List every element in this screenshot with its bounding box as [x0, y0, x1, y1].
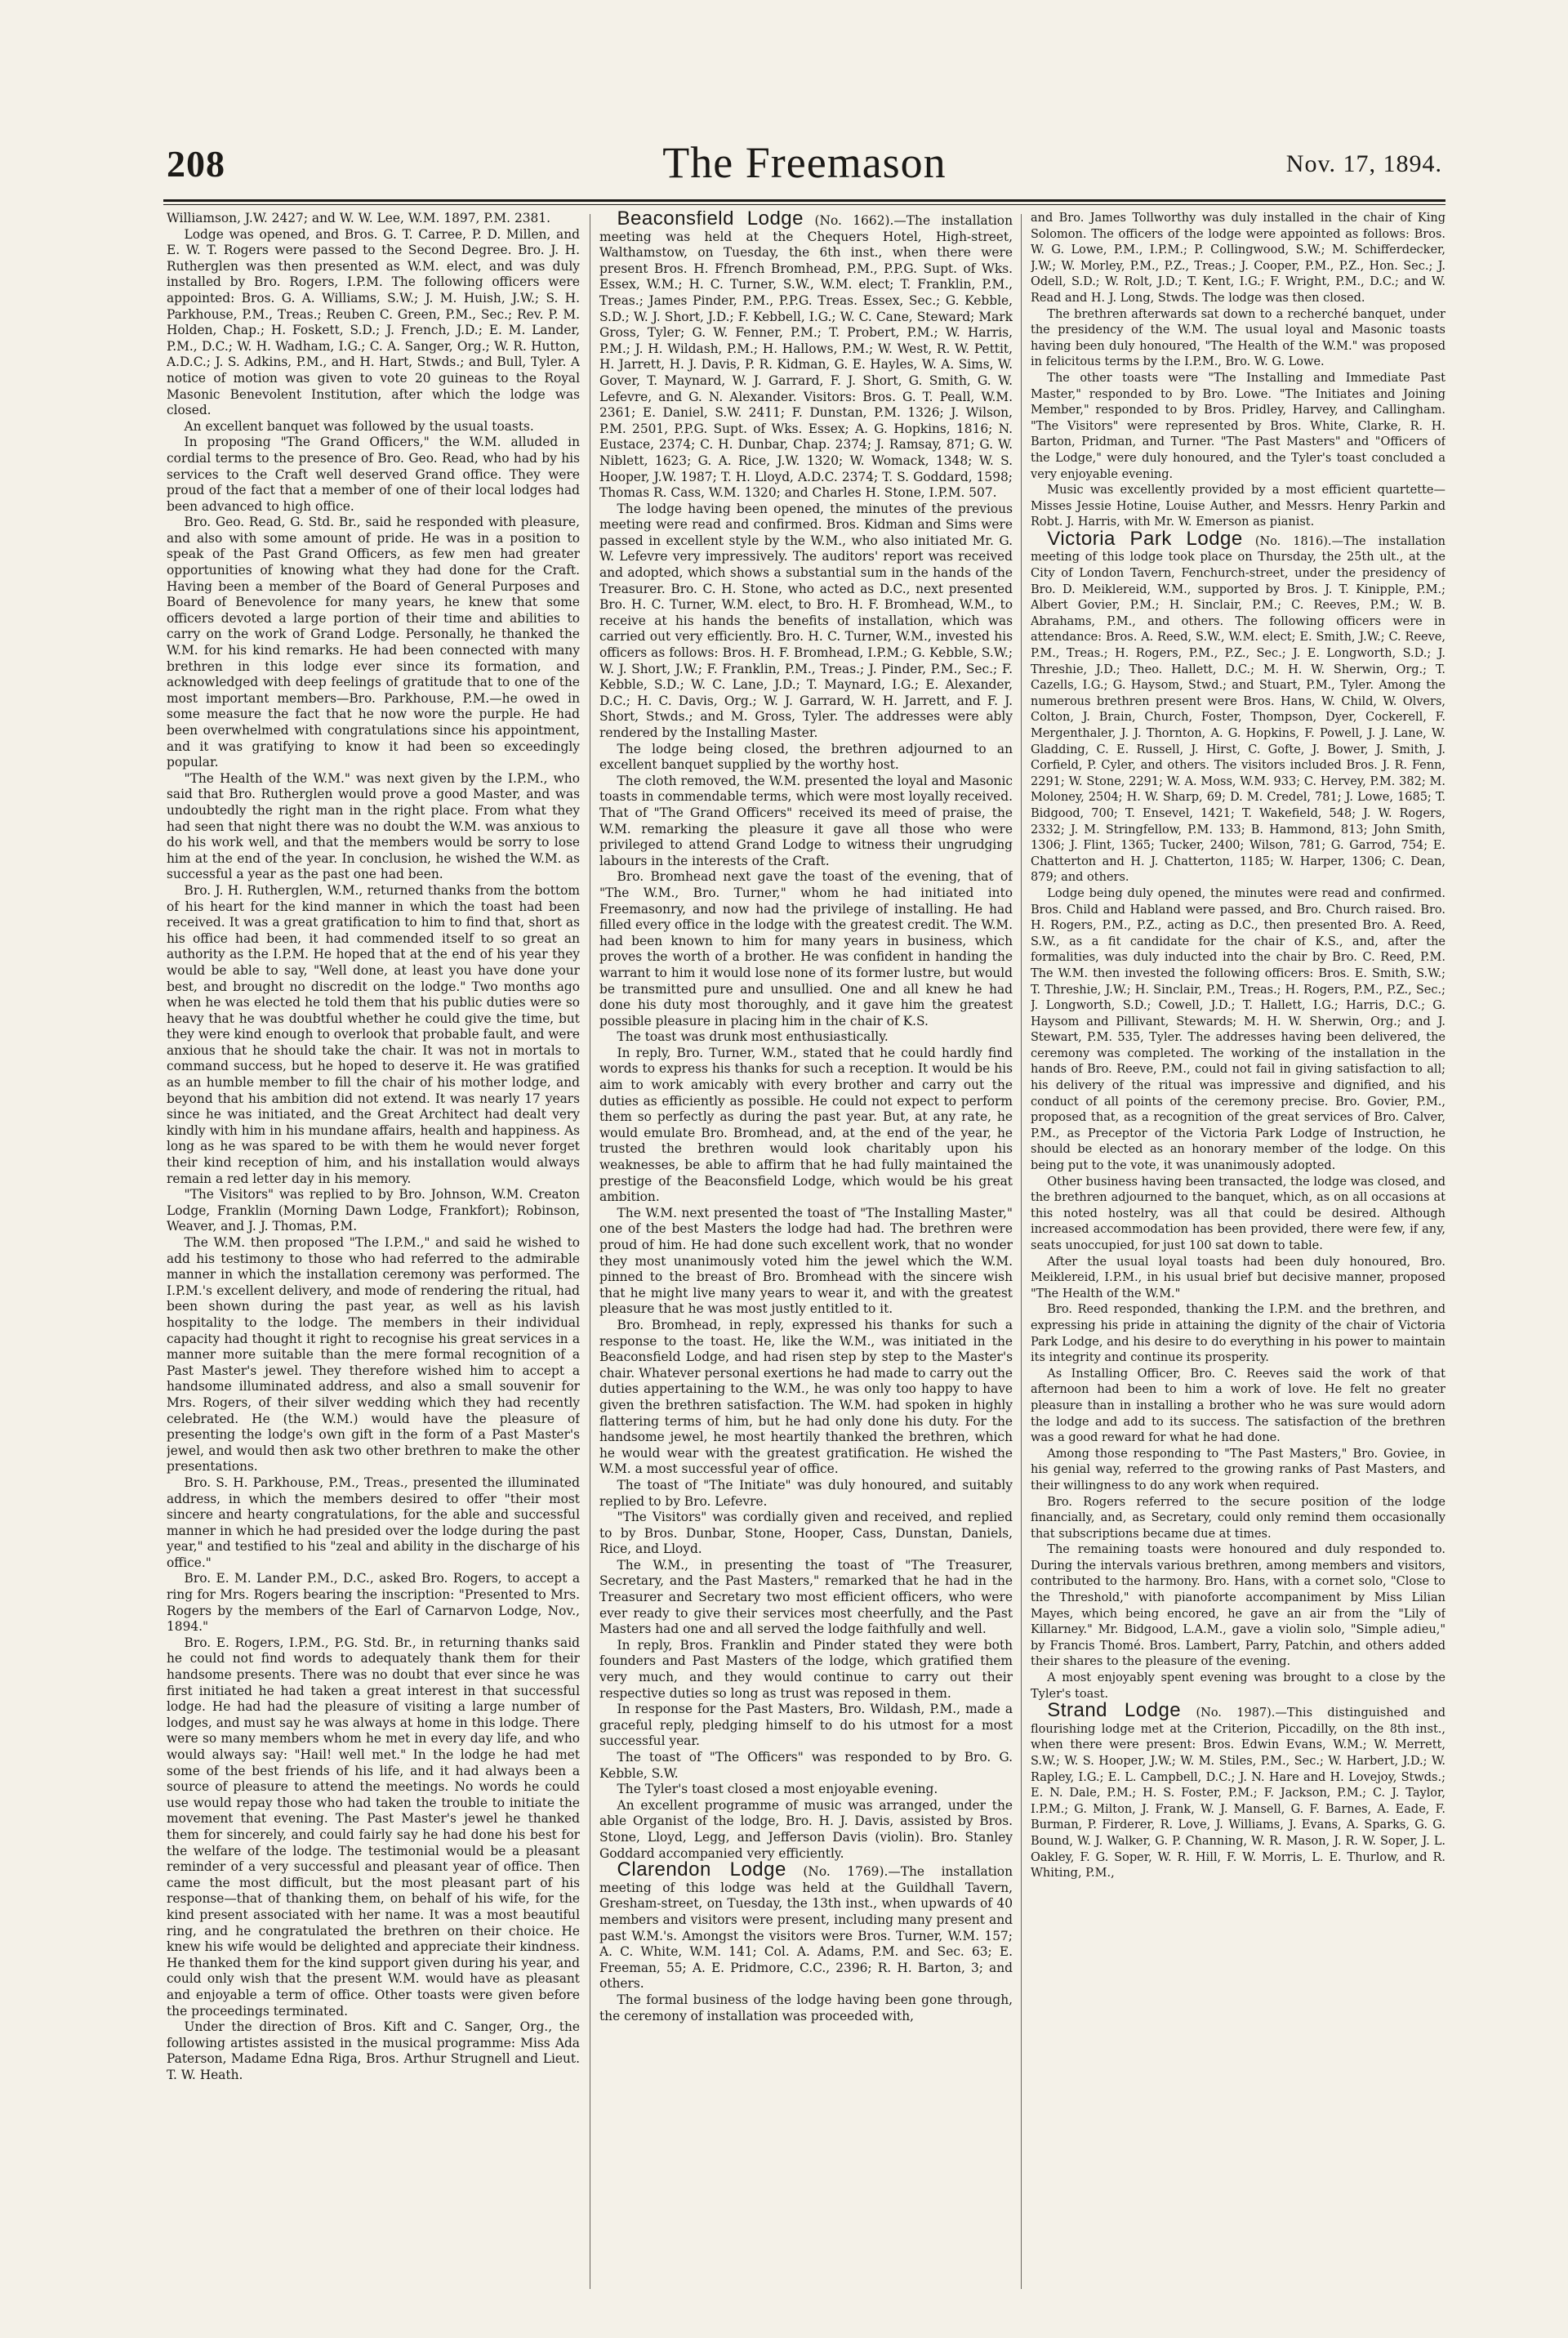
paragraph: Bro. J. H. Rutherglen, W.M., returned thanks from the bottom of his heart for the kind manner in which the toast had been received. It was a great gratification to him to find that, short as his office had been, it had commended itself to so great an authority as the I.P.M. He hoped that at the end of his year they would be able to say, "Well done, at least you have done your best, and brought no discredit on the lodge." Two months ago when he was elected he told them that his public duties were so heavy that he was doubtful whether he could give the time, but they were kind enough to overlook that probable fault, and were anxious that he should take the chair. It was not in mortals to command success, but he hoped to deserve it. He was gratified as an humble member to fill the chair of his mother lodge, and beyond that his ambition did not extend. It was nearly 17 years since he was initiated, and the Great Architect had dealt very kindly with him in his mundane affairs, health and happiness. As long as he was spared to be with them he would never forget their kind reception of him, and his installation would always remain a red letter day in his memory.: [167, 882, 580, 1186]
paragraph: In proposing "The Grand Officers," the W.M. alluded in cordial terms to the presence of Bro. Geo. Read, who had by his services to the Craft well deserved Grand office. They were proud of the fact that a member of one of their local lodges had been advanced to high office.: [167, 435, 580, 514]
paragraph: Music was excellently provided by a most efficient quartette—Misses Jessie Hotine, Louise Auther, and Messrs. Henry Parkin and Robt. J. Harris, with Mr. W. Emerson as pianist.: [1031, 484, 1446, 529]
paragraph: An excellent banquet was followed by the usual toasts.: [184, 418, 534, 434]
paragraph: A most enjoyably spent evening was brought to a close by the Tyler's toast.: [1031, 1671, 1446, 1701]
publication-title: The Freemason: [662, 138, 947, 187]
paragraph: Under the direction of Bros. Kift and C. Sanger, Org., the following artistes assisted in the musical programme: Miss Ada Paterson, Madame Edna Riga, Bros. Arthur Strugnell and Lieut. T. W. Heath.: [167, 2019, 580, 2082]
paragraph: The formal business of the lodge having been gone through, the ceremony of installation was proceeded with,: [599, 1992, 1013, 2023]
lodge-lead-text: —The installation meeting of this lodge was held at the Guildhall Tavern, Gresham-street, on Tuesday, the 13th inst., when upwards of 40 members and visitors were present, including many present and past W.M.'s. Amongst the visitors were Bros. Turner, W.M. 157; A. C. White, W.M. 141; Col. A. Adams, P.M. and Sec. 63; E. Freeman, 55; A. E. Pridmore, C.C., 2396; R. H. Barton, 3; and others.: [599, 1864, 1013, 1992]
lodge-report-lead: [599, 211, 1013, 502]
paragraph: The W.M. next presented the toast of "The Installing Master," one of the best Masters the lodge had had. The brethren were proud of him. He had done such excellent work, that no wonder they most unanimously voted him the jewel which the W.M. pinned to the breast of Bro. Bromhead with the sincere wish that he might live many years to wear it, and with the greatest pleasure that he was most justly entitled to it.: [599, 1205, 1013, 1317]
paragraph: Bro. Geo. Read, G. Std. Br., said he responded with pleasure, and also with some amount of pride. He was in a position to speak of the Past Grand Officers, as few men had greater opportunities of knowing what they had done for the Craft. Having been a member of the Board of General Purposes and Board of Benevolence for many years, he knew that some officers devoted a large portion of their time and abilities to carry on the work of Grand Lodge. Personally, he thanked the W.M. for his kind remarks. He had been connected with many brethren in this lodge ever since its formation, and acknowledged with deep feelings of gratitude that to one of the most important members—Bro. Parkhouse, P.M.—he owed in some measure the fact that he now wore the purple. He had been overwhelmed with congratulations since his appointment, and it was gratifying to know it had been so exceedingly popular.: [167, 515, 580, 770]
column-divider: [1021, 214, 1022, 2289]
masthead: [163, 132, 1446, 198]
paragraph: The toast was drunk most enthusiastically.: [617, 1029, 889, 1045]
paragraph: Among those responding to "The Past Masters," Bro. Goviee, in his genial way, referred to the growing ranks of Past Masters, and their willingness to do any work when required.: [1031, 1447, 1446, 1492]
lodge-number: (No. 1987).: [1196, 1707, 1276, 1720]
paragraph: The cloth removed, the W.M. presented the loyal and Masonic toasts in commendable terms, which were most loyally received. That of "The Grand Officers" received its meed of praise, the W.M. remarking the pleasure it gave all those who were privileged to attend Grand Lodge to witness their ungrudging labours in the interests of the Craft.: [599, 773, 1013, 868]
paragraph: Bro. E. Rogers, I.P.M., P.G. Std. Br., in returning thanks said he could not find words to adequately thank them for their handsome presents. There was no doubt that ever since he was first initiated he had taken a great interest in that successful lodge. He had had the pleasure of visiting a large number of lodges, and must say he was always at home in this lodge. There were so many members whom he met in every day life, and who would always say: "Hail! well met." In the lodge he had met some of the best friends of his life, and it had always been a source of pleasure to attend the meetings. No words he could use would repay those who had taken the trouble to initiate the movement that evening. The Past Master's jewel he thanked them for sincerely, and could fairly say he had done his best for the welfare of the lodge. The testimonial would be a pleasant reminder of a very successful and pleasant year of office. Then came the most difficult, but the most pleasant part of his response—that of thanking them, on behalf of his wife, for the kind present associated with her name. It was a most beautiful ring, and he congratulated the brethren on their choice. He knew his wife would be delighted and appreciate their kindness. He thanked them for the kind support given during his year, and could only wish that the present W.M. would have as pleasant and enjoyable a term of office. Other toasts were given before the proceedings terminated.: [167, 1635, 580, 2019]
paragraph: The W.M. then proposed "The I.P.M.," and said he wished to add his testimony to those who had referred to the admirable manner in which the installation ceremony was performed. The I.P.M.'s excellent delivery, and mode of rendering the ritual, had been shown during the past year, as well as his lavish hospitality to the lodge. The members in their individual capacity had thought it right to recognise his great services in a manner more suitable than the mere formal recognition of a Past Master's jewel. They therefore wished him to accept a handsome illuminated address, and also a small souvenir for Mrs. Rogers, of their silver wedding which they had recently celebrated. He (the W.M.) would have the pleasure of presenting the lodge's own gift in the form of a Past Master's jewel, and would then ask two other brethren to make the other presentations.: [167, 1235, 580, 1475]
paragraph: Bro. Reed responded, thanking the I.P.M. and the brethren, and expressing his pride in attaining the dignity of the chair of Victoria Park Lodge, and his desire to do everything in his power to maintain its integrity and continue its prosperity.: [1031, 1303, 1446, 1365]
paragraph: Bro. Rogers referred to the secure position of the lodge financially, and, as Secretary, could only remind them occasionally that subscriptions became due at times.: [1031, 1495, 1446, 1541]
paragraph: "The Visitors" was replied to by Bro. Johnson, W.M. Creaton Lodge, Franklin (Morning Dawn Lodge, Frankfort); Robinson, Weaver, and J. J. Thomas, P.M.: [167, 1187, 580, 1234]
lodge-lead-text: —The installation meeting of this lodge took place on Thursday, the 25th ult., at the City of London Tavern, Fenchurch-street, under the presidency of Bro. D. Meiklereid, W.M., supported by Bros. J. T. Kinipple, P.M.; Albert Govier, P.M.; H. Sinclair, P.M.; C. Reeves, P.M.; W. B. Abrahams, P.M., and others. The following officers were in attendance: Bros. A. Reed, S.W., W.M. elect; E. Smith, J.W.; C. Reeve, P.M., Treas.; H. Rogers, P.M., P.Z., Sec.; J. E. Longworth, S.D.; J. Threshie, J.D.; Theo. Hallett, D.C.; M. H. W. Sherwin, Org.; T. Cazells, I.G.; G. Haysom, Stwd.; and Stuart, P.M., Tyler. Among the numerous brethren present were Bros. Hans, W. Child, W. Olvers, Colton, J. Brain, Church, Foster, Thompson, Dyer, Cockerell, F. Mergenthaler, J. J. Thornton, A. G. Hopkins, F. Powell, J. J. Lane, W. Gladding, C. E. Russell, J. Hirst, C. Gofte, J. Bower, J. Smith, J. Corfield, P. Cyler, and others. The visitors included Bros. J. R. Fenn, 2291; W. Stone, 2291; W. A. Moss, W.M. 933; C. Hervey, P.M. 382; M. Moloney, 2504; H. W. Sharp, 69; D. M. Credel, 781; J. Lowe, 1685; T. Bidgood, 700; T. Ensevel, 1421; T. Wakefield, 548; J. W. Rogers, 2332; J. M. Stringfellow, P.M. 133; B. Hammond, 813; John Smith, 1306; J. Flint, 1365; Tucker, 2400; Wilson, 781; G. Garrod, 754; E. Chatterton and H. J. Chatterton, 1185; W. Harper, 1306; C. Dean, 879; and others.: [1031, 534, 1446, 885]
lodge-lead-text: —The installation meeting was held at the Chequers Hotel, High-street, Walthamstow, on Tuesday, the 6th inst., when there were present Bros. H. Ffrench Bromhead, P.M., P.P.G. Supt. of Wks. Essex, W.M.; H. C. Turner, S.W., W.M. elect; T. Franklin, P.M., Treas.; James Pinder, P.M., P.P.G. Treas. Essex, Sec.; G. Kebble, S.D.; W. J. Short, J.D.; F. Kebbell, I.G.; W. C. Cane, Steward; Mark Gross, Tyler; G. W. Fenner, P.M.; T. Probert, P.M.; W. Harris, P.M.; J. H. Wildash, P.M.; H. Hallows, P.M.; W. West, R. W. Pettit, H. Jarrett, H. J. Davis, P. R. Kidman, G. E. Hayles, W. A. Sims, W. Gover, T. Maynard, W. J. Garrard, F. J. Short, G. Smith, G. W. Lefevre, and G. N. Alexander. Visitors: Bros. G. T. Peall, W.M. 2361; E. Daniel, S.W. 2411; F. Dunstan, P.M. 1326; J. Wilson, P.M. 2501, P.P.G. Supt. of Wks. Essex; A. G. Hopkins, 1816; N. Eustace, 2374; C. H. Dunbar, Chap. 2374; J. Ramsay, 871; G. W. Niblett, 1623; G. A. Rice, J.W. 1320; W. Womack, 1348; W. S. Hooper, J.W. 1987; T. H. Lloyd, A.D.C. 2374; T. S. Goddard, 1598; Thomas R. Cass, W.M. 1320; and Charles H. Stone, I.P.M. 507.: [599, 213, 1013, 501]
paragraph: After the usual loyal toasts had been duly honoured, Bro. Meiklereid, I.P.M., in his usual brief but decisive manner, proposed "The Health of the W.M.": [1031, 1255, 1446, 1301]
paragraph: The remaining toasts were honoured and duly responded to. During the intervals various brethren, among members and visitors, contributed to the harmony. Bro. Hans, with a cornet solo, "Close to the Threshold," with pianoforte accompaniment by Miss Lilian Mayes, which being encored, he gave an air from the "Lily of Killarney." Mr. Bidgood, L.A.M., gave a violin solo, "Simple adieu," by Francis Thomé. Bros. Lambert, Parry, Patchin, and others added their shares to the pleasure of the evening.: [1031, 1543, 1446, 1669]
lodge-report-lead: [1031, 1699, 1446, 1882]
lodge-heading: Clarendon Lodge: [617, 1858, 786, 1881]
paragraph: The W.M., in presenting the toast of "The Treasurer, Secretary, and the Past Masters," remarked that he had in the Treasurer and Secretary two most efficient officers, who were ever ready to give their services most cheerfully, and the Past Masters had one and all served the lodge faithfully and well.: [599, 1557, 1013, 1637]
paragraph: and Bro. James Tollworthy was duly installed in the chair of King Solomon. The officers of the lodge were appointed as follows: Bros. W. G. Lowe, P.M., I.P.M.; P. Collingwood, S.W.; M. Schifferdecker, J.W.; W. Morley, P.M., P.Z., Treas.; J. Cooper, P.M., P.Z., Hon. Sec.; J. Odell, S.D.; W. Rolt, J.D.; T. Kent, I.G.; F. Wright, P.M., D.C.; and W. Read and H. J. Long, Stwds. The lodge was then closed.: [1031, 212, 1446, 305]
lodge-number: (No. 1769).: [803, 1864, 889, 1880]
column-2: [599, 211, 1013, 2302]
column-3: [1031, 211, 1446, 2302]
paragraph: In response for the Past Masters, Bro. Wildash, P.M., made a graceful reply, pledging himself to do his utmost for a most successful year.: [599, 1702, 1013, 1749]
paragraph: As Installing Officer, Bro. C. Reeves said the work of that afternoon had been to him a work of love. He felt no greater pleasure than in installing a brother who he was sure would adorn the lodge and add to its success. The satisfaction of the brethren was a good reward for what he had done.: [1031, 1367, 1446, 1445]
paragraph: Williamson, J.W. 2427; and W. W. Lee, W.M. 1897, P.M. 2381.: [167, 211, 551, 225]
paragraph: In reply, Bro. Turner, W.M., stated that he could hardly find words to express his thanks for such a reception. It would be his aim to work amicably with every brother and carry out the duties as efficiently as possible. He could not expect to perform them so perfectly as during the past year. But, at any rate, he would emulate Bro. Bromhead, and, at the end of the year, he trusted the brethren would look charitably upon his weaknesses, be able to affirm that he had fully maintained the prestige of the Beaconsfield Lodge, which would be his great ambition.: [599, 1045, 1013, 1205]
paragraph: "The Health of the W.M." was next given by the I.P.M., who said that Bro. Rutherglen would prove a good Master, and was undoubtedly the right man in the right place. From what they had seen that night there was no doubt the W.M. was anxious to do his work well, and that the members would be sorry to lose him at the end of the year. In conclusion, he wished the W.M. as successful a year as the past one had been.: [167, 770, 580, 882]
lodge-heading: Victoria Park Lodge: [1047, 527, 1243, 550]
paragraph: The other toasts were "The Installing and Immediate Past Master," responded to by Bro. Lowe. "The Initiates and Joining Member," responded to by Bros. Pridley, Harvey, and Callingham. "The Visitors" were represented by Bros. White, Clarke, R. H. Barton, Pridman, and Turner. "The Past Masters" and "Officers of the Lodge," were duly honoured, and the Tyler's toast concluded a very enjoyable evening.: [1031, 371, 1446, 481]
lodge-report-lead: [599, 1858, 1013, 1992]
issue-date: Nov. 17, 1894.: [1285, 150, 1442, 177]
masthead-rule-thin: [163, 204, 1446, 205]
lodge-heading: Strand Lodge: [1047, 1699, 1182, 1722]
paragraph: Bro. Bromhead, in reply, expressed his thanks for such a response to the toast. He, like the W.M., was initiated in the Beaconsfield Lodge, and had risen step by step to the Master's chair. Whatever personal exertions he had made to carry out the duties appertaining to the W.M., he was only too happy to have given the brethren satisfaction. The W.M. had spoken in highly flattering terms of him, but he had only done his duty. For the handsome jewel, he most heartily thanked the brethren, which he would wear with the greatest gratification. He wished the W.M. a most successful year of office.: [599, 1317, 1013, 1477]
paragraph: The brethren afterwards sat down to a recherché banquet, under the presidency of the W.M. The usual loyal and Masonic toasts having been duly honoured, "The Health of the W.M." was proposed in felicitous terms by the I.P.M., Bro. W. G. Lowe.: [1031, 307, 1446, 369]
lodge-number: (No. 1662).: [814, 213, 894, 228]
lodge-number: (No. 1816).: [1254, 534, 1332, 548]
paragraph: Other business having been transacted, the lodge was closed, and the brethren adjourned to the banquet, which, as on all occasions at this noted hostelry, was all that could be desired. Although increased accommodation has been provided, there were few, if any, seats unoccupied, for just 100 sat down to table.: [1031, 1175, 1446, 1252]
paragraph: Lodge was opened, and Bros. G. T. Carree, P. D. Millen, and E. W. T. Rogers were passed to the Second Degree. Bro. J. H. Rutherglen was then presented as W.M. elect, and was duly installed by Bro. Rogers, I.P.M. The following officers were appointed: Bros. G. A. Williams, S.W.; J. M. Huish, J.W.; S. H. Parkhouse, P.M., Treas.; Reuben C. Green, P.M., Sec.; Rev. P. M. Holden, Chap.; H. Foskett, S.D.; J. French, J.D.; E. M. Lander, P.M., D.C.; W. H. Wadham, I.G.; C. A. Sanger, Org.; W. R. Hutton, A.D.C.; J. S. Adkins, P.M., and H. Hart, Stwds.; and Bull, Tyler. A notice of motion was given to vote 20 guineas to the Royal Masonic Benevolent Institution, after which the lodge was closed.: [167, 226, 580, 418]
paragraph: Bro. S. H. Parkhouse, P.M., Treas., presented the illuminated address, in which the members desired to offer "their most sincere and hearty congratulations, for the able and successful manner in which he had presided over the lodge during the past year," and testified to his "zeal and ability in the discharge of his office.": [167, 1475, 580, 1570]
paragraph: In reply, Bros. Franklin and Pinder stated they were both founders and Past Masters of the lodge, which gratified them very much, and they would continue to carry out their respective duties so long as trust was reposed in them.: [599, 1637, 1013, 1701]
masthead-rule: [163, 199, 1446, 202]
lodge-report-lead: [1031, 527, 1446, 886]
column-1: [167, 211, 580, 2302]
paragraph: The toast of "The Officers" was responded to by Bro. G. Kebble, S.W.: [599, 1750, 1013, 1781]
page-number: 208: [167, 143, 225, 185]
lodge-heading: Beaconsfield Lodge: [617, 211, 804, 230]
paragraph: The lodge being closed, the brethren adjourned to an excellent banquet supplied by the worthy host.: [599, 741, 1013, 773]
paragraph: Bro. E. M. Lander P.M., D.C., asked Bro. Rogers, to accept a ring for Mrs. Rogers bearing the inscription: "Presented to Mrs. Rogers by the members of the Earl of Carnarvon Lodge, Nov., 1894.": [167, 1571, 580, 1635]
paragraph: The Tyler's toast closed a most enjoyable evening.: [617, 1782, 938, 1797]
lodge-lead-text: —This distinguished and flourishing lodge met at the Criterion, Piccadilly, on the 8th inst., when there were present: Bros. Edwin Evans, W.M.; W. Merrett, S.W.; W. S. Hooper, J.W.; W. M. Stiles, P.M., Sec.; W. Harbert, J.D.; W. Rapley, I.G.; E. L. Campbell, D.C.; J. N. Hare and H. Lovejoy, Stwds.; E. N. Dale, P.M.; H. S. Foster, P.M.; F. Jackson, P.M.; C. J. Taylor, I.P.M.; G. Milton, J. Frank, W. J. Mansell, G. F. Barnes, A. Eade, F. Burman, P. Firderer, R. Love, J. Williams, J. Evans, A. Sparks, G. G. Bound, W. J. Walker, G. P. Channing, W. R. Mason, J. R. W. Soper, J. L. Oakley, F. G. Soper, W. R. Hill, F. W. Morris, L. E. Thurlow, and R. Whiting, P.M.,: [1031, 1707, 1446, 1881]
paragraph: Lodge being duly opened, the minutes were read and confirmed. Bros. Child and Habland were passed, and Bro. Church raised. Bro. H. Rogers, P.M., P.Z., acting as D.C., then presented Bro. A. Reed, S.W., as a fit candidate for the chair of K.S., and, after the formalities, was duly inducted into the chair by Bro. C. Reed, P.M. The W.M. then invested the following officers: Bros. E. Smith, S.W.; T. Threshie, J.W.; H. Sinclair, P.M., Treas.; H. Rogers, P.M., P.Z., Sec.; J. Longworth, S.D.; Cowell, J.D.; T. Hallett, I.G.; Harris, D.C.; G. Haysom and Pillivant, Stewards; M. H. W. Sherwin, Org.; and J. Stewart, P.M. 535, Tyler. The addresses having been delivered, the ceremony was completed. The working of the installation in the hands of Bro. Reeve, P.M., could not fail in giving satisfaction to all; his delivery of the ritual was impressive and dignified, and his conduct of all points of the ceremony precise. Bro. Govier, P.M., proposed that, as a recognition of the great services of Bro. Calver, P.M., as Preceptor of the Victoria Park Lodge of Instruction, he should be elected as an honorary member of the lodge. On this being put to the vote, it was unanimously adopted.: [1031, 886, 1446, 1173]
paragraph: An excellent programme of music was arranged, under the able Organist of the lodge, Bro. H. J. Davis, assisted by Bros. Stone, Lloyd, Legg, and Jefferson Davis (violin). Bro. Stanley Goddard accompanied very efficiently.: [599, 1797, 1013, 1861]
paragraph: The lodge having been opened, the minutes of the previous meeting were read and confirmed. Bros. Kidman and Sims were passed in excellent style by the W.M., who also initiated Mr. G. W. Lefevre very impressively. The auditors' report was received and adopted, which shows a substantial sum in the hands of the Treasurer. Bro. C. H. Stone, who acted as D.C., next presented Bro. H. C. Turner, W.M. elect, to Bro. H. F. Bromhead, W.M., to receive at his hands the benefits of installation, which was carried out very efficiently. Bro. H. C. Turner, W.M., invested his officers as follows: Bros. H. F. Bromhead, I.P.M.; G. Kebble, S.W.; W. J. Short, J.W.; F. Franklin, P.M., Treas.; J. Pinder, P.M., Sec.; F. Kebble, S.D.; W. C. Lane, J.D.; T. Maynard, I.G.; E. Alexander, D.C.; H. C. Davis, Org.; W. J. Garrard, W. H. Jarrett, and F. J. Short, Stwds.; and M. Gross, Tyler. The addresses were ably rendered by the Installing Master.: [599, 501, 1013, 740]
paragraph: Bro. Bromhead next gave the toast of the evening, that of "The W.M., Bro. Turner," whom he had initiated into Freemasonry, and now had the privilege of installing. He had filled every office in the lodge with the greatest credit. The W.M. had been known to him for many years in business, which proves the worth of a brother. He was confident in handing the warrant to him it would lose none of its former lustre, but would be transmitted pure and unsullied. One and all knew he had done his duty most thoroughly, and it gave him the greatest possible pleasure in placing him in the chair of K.S.: [599, 869, 1013, 1028]
paragraph: The toast of "The Initiate" was duly honoured, and suitably replied to by Bro. Lefevre.: [599, 1477, 1013, 1509]
paragraph: "The Visitors" was cordially given and received, and replied to by Bros. Dunbar, Stone, Hooper, Cass, Dunstan, Daniels, Rice, and Lloyd.: [599, 1510, 1013, 1557]
